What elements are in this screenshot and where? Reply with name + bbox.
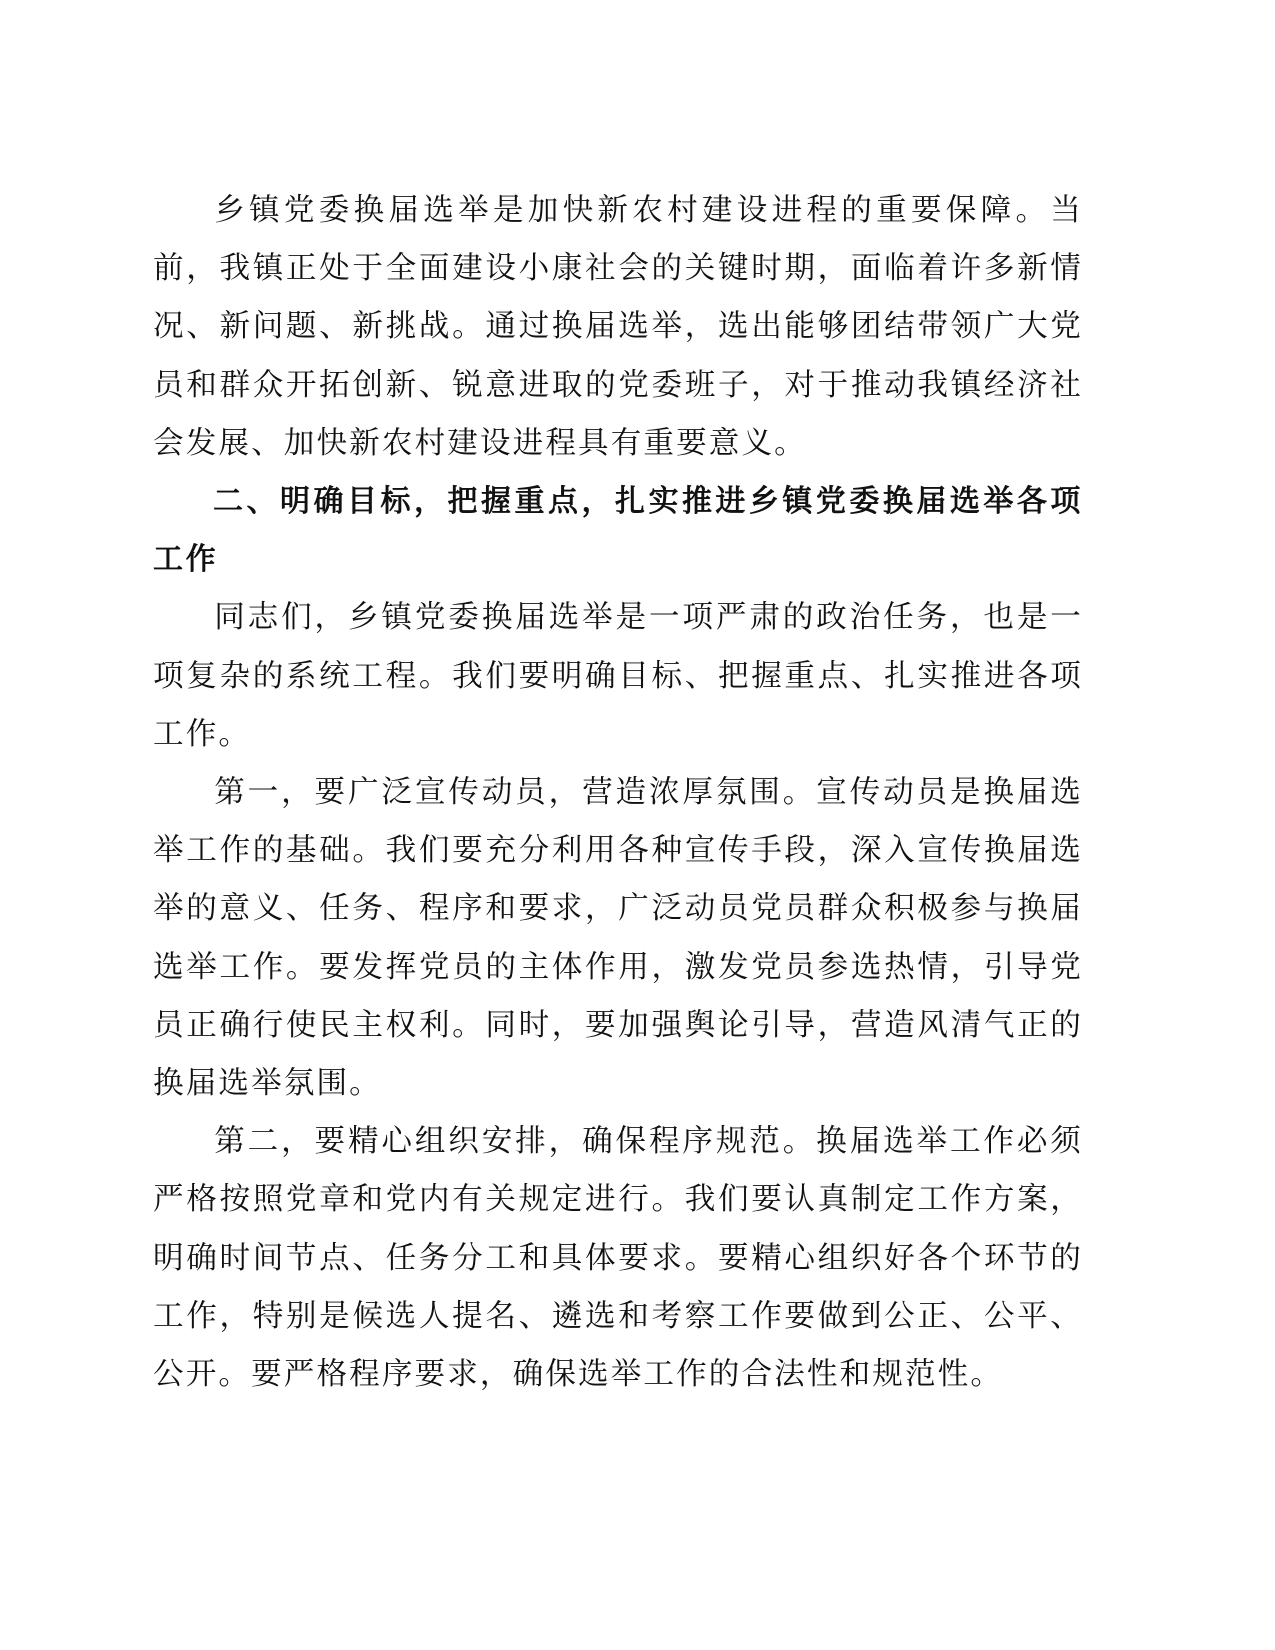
paragraph-point-two: 第二，要精心组织安排，确保程序规范。换届选举工作必须严格按照党章和党内有关规定进行。我们要认真制定工作方案，明确时间节点、任务分工和具体要求。要精心组织好各个环节的工作，特别是候选人提名、遴选和考察工作要做到公正、公平、公开。要严格程序要求，确保选举工作的合法性和规范性。 <box>153 1124 1083 1393</box>
paragraph-section-overview: 同志们，乡镇党委换届选举是一项严肃的政治任务，也是一项复杂的系统工程。我们要明确目标、把握重点、扎实推进各项工作。 <box>153 600 1083 752</box>
paragraph-intro-significance: 乡镇党委换届选举是加快新农村建设进程的重要保障。当前，我镇正处于全面建设小康社会的关键时期，面临着许多新情况、新问题、新挑战。通过换届选举，选出能够团结带领广大党员和群众开拓创新、锐意进取的党委班子，对于推动我镇经济社会发展、加快新农村建设进程具有重要意义。 <box>153 193 1083 461</box>
section-heading-two: 二、明确目标，把握重点，扎实推进乡镇党委换届选举各项工作 <box>153 484 1083 578</box>
paragraph-point-one: 第一，要广泛宣传动员，营造浓厚氛围。宣传动员是换届选举工作的基础。我们要充分利用各种宣传手段，深入宣传换届选举的意义、任务、程序和要求，广泛动员党员群众积极参与换届选举工作。要发挥党员的主体作用，激发党员参选热情，引导党员正确行使民主权利。同时，要加强舆论引导，营造风清气正的换届选举氛围。 <box>153 775 1083 1102</box>
